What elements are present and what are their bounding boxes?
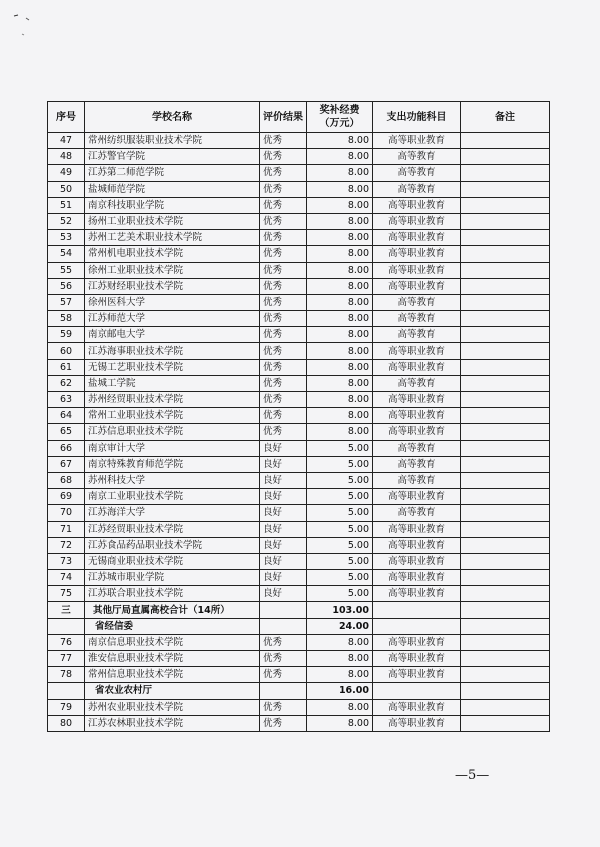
cell-amount: 5.00 [307,553,373,569]
table-row [48,472,550,488]
cell-amount: 8.00 [307,699,373,715]
cell-school-name: 苏州农业职业技术学院 [85,699,260,715]
cell-function: 高等职业教育 [373,230,461,246]
cell-school-name: 盐城师范学院 [85,181,260,197]
table-row [48,424,550,440]
header-function: 支出功能科目 [373,102,461,133]
table-header-row [48,102,550,133]
table-row [48,149,550,165]
cell-amount: 8.00 [307,375,373,391]
cell-function: 高等职业教育 [373,133,461,149]
cell-school-name: 江苏第二师范学院 [85,165,260,181]
cell-grade: 优秀 [260,699,307,715]
table-row [48,537,550,553]
cell-seq: 53 [48,230,85,246]
cell-school-name: 南京信息职业技术学院 [85,634,260,650]
cell-remark [461,440,550,456]
cell-function: 高等职业教育 [373,246,461,262]
cell-remark [461,602,550,618]
cell-amount: 8.00 [307,278,373,294]
cell-amount: 8.00 [307,262,373,278]
cell-amount: 8.00 [307,246,373,262]
cell-amount: 8.00 [307,634,373,650]
cell-remark [461,392,550,408]
cell-remark [461,408,550,424]
cell-amount: 8.00 [307,667,373,683]
cell-school-name: 江苏农林职业技术学院 [85,715,260,731]
cell-seq: 67 [48,456,85,472]
cell-amount: 8.00 [307,181,373,197]
table-row [48,408,550,424]
table-body [48,133,550,732]
cell-remark [461,618,550,634]
cell-school-name: 南京科技职业学院 [85,197,260,213]
cell-school-name: 江苏信息职业技术学院 [85,424,260,440]
cell-grade: 优秀 [260,634,307,650]
cell-school-name: 常州机电职业技术学院 [85,246,260,262]
cell-seq: 49 [48,165,85,181]
cell-grade: 优秀 [260,133,307,149]
cell-seq: 71 [48,521,85,537]
cell-grade: 优秀 [260,327,307,343]
cell-grade: 优秀 [260,343,307,359]
page-number: —5— [455,768,490,783]
subtotal-row [48,683,550,699]
cell-seq: 61 [48,359,85,375]
cell-seq: 78 [48,667,85,683]
cell-remark [461,424,550,440]
cell-function: 高等职业教育 [373,715,461,731]
cell-remark [461,149,550,165]
cell-function: 高等教育 [373,327,461,343]
cell-grade: 优秀 [260,651,307,667]
cell-amount: 8.00 [307,230,373,246]
table-row [48,327,550,343]
cell-school-name: 江苏海洋大学 [85,505,260,521]
table-row [48,651,550,667]
cell-grade: 良好 [260,440,307,456]
cell-remark [461,634,550,650]
cell-function: 高等教育 [373,294,461,310]
cell-seq: 48 [48,149,85,165]
table-row [48,133,550,149]
cell-seq: 56 [48,278,85,294]
table-row [48,489,550,505]
cell-function: 高等教育 [373,165,461,181]
cell-function [373,602,461,618]
table-row [48,634,550,650]
cell-remark [461,521,550,537]
cell-amount: 8.00 [307,197,373,213]
cell-school-name: 淮安信息职业技术学院 [85,651,260,667]
cell-seq: 三 [48,602,85,618]
cell-seq: 69 [48,489,85,505]
cell-seq: 62 [48,375,85,391]
table-row [48,278,550,294]
cell-seq: 64 [48,408,85,424]
header-amount: 奖补经费（万元） [307,102,373,133]
cell-seq: 50 [48,181,85,197]
cell-grade: 良好 [260,472,307,488]
cell-school-name: 其他厅局直属高校合计（14所） [85,602,260,618]
cell-seq: 54 [48,246,85,262]
cell-school-name: 无锡工艺职业技术学院 [85,359,260,375]
cell-school-name: 江苏城市职业学院 [85,570,260,586]
cell-function: 高等职业教育 [373,667,461,683]
cell-grade: 良好 [260,456,307,472]
header-remark: 备注 [461,102,550,133]
cell-seq: 47 [48,133,85,149]
cell-grade: 良好 [260,570,307,586]
cell-school-name: 江苏警官学院 [85,149,260,165]
cell-school-name: 南京邮电大学 [85,327,260,343]
cell-function: 高等职业教育 [373,553,461,569]
cell-amount: 8.00 [307,343,373,359]
cell-amount: 8.00 [307,408,373,424]
cell-function: 高等教育 [373,472,461,488]
table-row [48,246,550,262]
cell-grade: 良好 [260,521,307,537]
cell-school-name: 常州信息职业技术学院 [85,667,260,683]
table-row [48,343,550,359]
table-row [48,375,550,391]
cell-grade: 良好 [260,505,307,521]
cell-remark [461,213,550,229]
cell-grade [260,683,307,699]
cell-seq: 65 [48,424,85,440]
table-row [48,294,550,310]
cell-amount: 16.00 [307,683,373,699]
allocation-table [47,101,550,732]
cell-amount: 24.00 [307,618,373,634]
cell-school-name: 江苏师范大学 [85,311,260,327]
cell-grade: 良好 [260,553,307,569]
cell-school-name: 常州工业职业技术学院 [85,408,260,424]
cell-grade: 良好 [260,537,307,553]
cell-school-name: 徐州工业职业技术学院 [85,262,260,278]
cell-school-name: 苏州经贸职业技术学院 [85,392,260,408]
cell-amount: 8.00 [307,149,373,165]
cell-remark [461,586,550,602]
table-row [48,311,550,327]
cell-school-name: 扬州工业职业技术学院 [85,213,260,229]
cell-seq: 57 [48,294,85,310]
cell-school-name: 常州纺织服装职业技术学院 [85,133,260,149]
table-row [48,165,550,181]
cell-school-name: 无锡商业职业技术学院 [85,553,260,569]
cell-amount: 8.00 [307,359,373,375]
cell-function: 高等职业教育 [373,699,461,715]
cell-grade: 优秀 [260,375,307,391]
cell-remark [461,246,550,262]
cell-remark [461,294,550,310]
scan-artifact-marks [10,10,40,40]
cell-grade: 优秀 [260,197,307,213]
cell-school-name: 江苏联合职业技术学院 [85,586,260,602]
cell-remark [461,472,550,488]
cell-remark [461,327,550,343]
cell-grade: 优秀 [260,424,307,440]
cell-function: 高等职业教育 [373,651,461,667]
cell-remark [461,181,550,197]
cell-function: 高等职业教育 [373,537,461,553]
cell-remark [461,165,550,181]
cell-grade: 优秀 [260,278,307,294]
cell-remark [461,651,550,667]
cell-function: 高等教育 [373,440,461,456]
cell-remark [461,230,550,246]
cell-grade: 优秀 [260,230,307,246]
cell-function: 高等职业教育 [373,489,461,505]
cell-school-name: 省经信委 [85,618,260,634]
table-row [48,230,550,246]
cell-school-name: 南京审计大学 [85,440,260,456]
cell-function: 高等职业教育 [373,408,461,424]
table-row [48,440,550,456]
cell-remark [461,537,550,553]
cell-remark [461,311,550,327]
cell-amount: 8.00 [307,392,373,408]
cell-seq: 60 [48,343,85,359]
cell-remark [461,375,550,391]
cell-amount: 5.00 [307,440,373,456]
cell-seq: 58 [48,311,85,327]
cell-function: 高等职业教育 [373,392,461,408]
cell-grade: 优秀 [260,165,307,181]
cell-grade: 优秀 [260,311,307,327]
cell-function: 高等职业教育 [373,634,461,650]
cell-school-name: 江苏财经职业技术学院 [85,278,260,294]
cell-amount: 8.00 [307,133,373,149]
cell-remark [461,343,550,359]
cell-seq: 70 [48,505,85,521]
cell-function: 高等职业教育 [373,343,461,359]
cell-grade [260,602,307,618]
cell-function [373,683,461,699]
cell-grade: 优秀 [260,149,307,165]
table-row [48,181,550,197]
cell-grade: 良好 [260,586,307,602]
cell-seq: 79 [48,699,85,715]
header-grade: 评价结果 [260,102,307,133]
table-row [48,262,550,278]
cell-grade: 良好 [260,489,307,505]
table-row [48,392,550,408]
cell-remark [461,133,550,149]
cell-school-name: 省农业农村厅 [85,683,260,699]
cell-function: 高等教育 [373,181,461,197]
cell-grade: 优秀 [260,715,307,731]
cell-remark [461,553,550,569]
cell-amount: 103.00 [307,602,373,618]
subtotal-row [48,618,550,634]
cell-school-name: 徐州医科大学 [85,294,260,310]
cell-amount: 8.00 [307,424,373,440]
cell-seq: 77 [48,651,85,667]
cell-amount: 5.00 [307,505,373,521]
cell-amount: 5.00 [307,537,373,553]
cell-seq: 68 [48,472,85,488]
table-row [48,505,550,521]
cell-seq: 75 [48,586,85,602]
cell-amount: 8.00 [307,651,373,667]
cell-grade: 优秀 [260,262,307,278]
cell-function: 高等教育 [373,505,461,521]
cell-seq: 66 [48,440,85,456]
cell-grade: 优秀 [260,667,307,683]
cell-grade [260,618,307,634]
table-row [48,197,550,213]
cell-amount: 8.00 [307,715,373,731]
cell-seq: 73 [48,553,85,569]
cell-amount: 8.00 [307,311,373,327]
cell-amount: 5.00 [307,456,373,472]
cell-remark [461,699,550,715]
cell-seq [48,618,85,634]
table-row [48,699,550,715]
table-row [48,553,550,569]
cell-grade: 优秀 [260,408,307,424]
cell-school-name: 苏州科技大学 [85,472,260,488]
cell-seq: 51 [48,197,85,213]
cell-seq [48,683,85,699]
header-seq: 序号 [48,102,85,133]
cell-remark [461,715,550,731]
table-row [48,359,550,375]
cell-grade: 优秀 [260,294,307,310]
cell-amount: 5.00 [307,472,373,488]
cell-remark [461,570,550,586]
table-row [48,586,550,602]
cell-function: 高等教育 [373,311,461,327]
cell-function: 高等职业教育 [373,278,461,294]
cell-school-name: 苏州工艺美术职业技术学院 [85,230,260,246]
cell-seq: 52 [48,213,85,229]
cell-function: 高等职业教育 [373,262,461,278]
cell-function: 高等职业教育 [373,570,461,586]
cell-function: 高等职业教育 [373,359,461,375]
cell-remark [461,456,550,472]
cell-seq: 63 [48,392,85,408]
cell-function: 高等职业教育 [373,213,461,229]
table-row [48,456,550,472]
table-row [48,213,550,229]
cell-amount: 8.00 [307,165,373,181]
cell-function: 高等职业教育 [373,521,461,537]
cell-remark [461,505,550,521]
cell-function: 高等职业教育 [373,197,461,213]
cell-school-name: 江苏经贸职业技术学院 [85,521,260,537]
cell-function [373,618,461,634]
cell-amount: 8.00 [307,294,373,310]
cell-remark [461,683,550,699]
cell-amount: 5.00 [307,489,373,505]
cell-grade: 优秀 [260,246,307,262]
cell-remark [461,667,550,683]
cell-amount: 8.00 [307,213,373,229]
cell-seq: 59 [48,327,85,343]
cell-function: 高等教育 [373,149,461,165]
cell-school-name: 南京工业职业技术学院 [85,489,260,505]
section-total-row [48,602,550,618]
table-row [48,667,550,683]
cell-seq: 76 [48,634,85,650]
cell-remark [461,197,550,213]
table-row [48,521,550,537]
cell-grade: 优秀 [260,181,307,197]
cell-function: 高等职业教育 [373,424,461,440]
cell-grade: 优秀 [260,213,307,229]
cell-remark [461,262,550,278]
cell-seq: 80 [48,715,85,731]
cell-amount: 8.00 [307,327,373,343]
cell-seq: 55 [48,262,85,278]
cell-amount: 5.00 [307,521,373,537]
cell-grade: 优秀 [260,392,307,408]
cell-school-name: 江苏食品药品职业技术学院 [85,537,260,553]
cell-school-name: 盐城工学院 [85,375,260,391]
cell-function: 高等教育 [373,375,461,391]
cell-amount: 5.00 [307,570,373,586]
cell-remark [461,489,550,505]
cell-school-name: 江苏海事职业技术学院 [85,343,260,359]
cell-amount: 5.00 [307,586,373,602]
cell-seq: 72 [48,537,85,553]
cell-remark [461,359,550,375]
header-school-name: 学校名称 [85,102,260,133]
cell-seq: 74 [48,570,85,586]
table-row [48,715,550,731]
cell-remark [461,278,550,294]
cell-school-name: 南京特殊教育师范学院 [85,456,260,472]
table-row [48,570,550,586]
cell-function: 高等教育 [373,456,461,472]
cell-grade: 优秀 [260,359,307,375]
cell-function: 高等职业教育 [373,586,461,602]
